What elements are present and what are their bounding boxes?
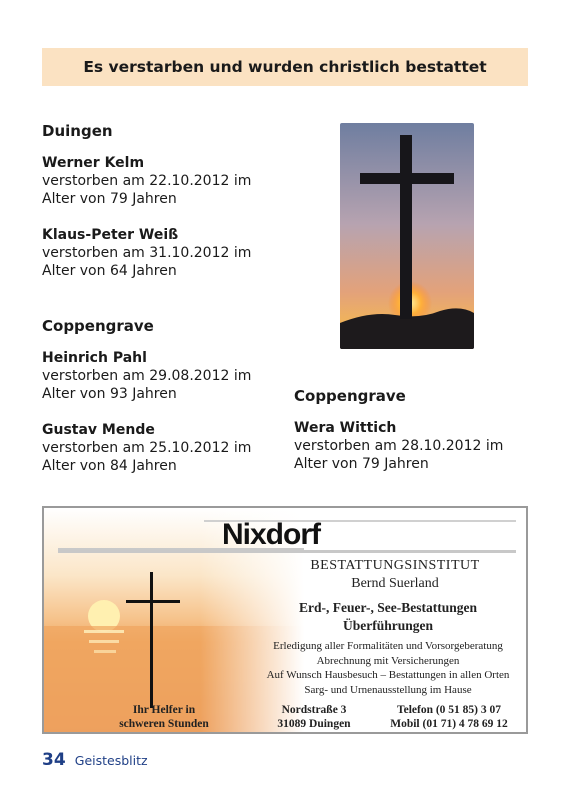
address (254, 703, 374, 731)
cross-sunset-image (340, 123, 474, 349)
place-heading: Coppengrave (42, 317, 154, 335)
info-block (240, 639, 528, 697)
page-footer (42, 750, 148, 770)
section-duingen (42, 122, 282, 298)
info-line: Auf Wunsch Hausbesuch – Bestattungen in allen Orten (266, 669, 510, 681)
phone-number: Telefon (0 51 85) 3 07 (396, 704, 502, 716)
owner-name: Bernd Suerland (351, 576, 439, 591)
mobile-number: Mobil (01 71) 4 78 69 12 (390, 718, 508, 730)
services-line: Überführungen (342, 618, 433, 633)
person-name: Werner Kelm (42, 155, 145, 171)
info-line: Erledigung aller Formalitäten und Vorsorgeberatung (273, 640, 503, 652)
person-name: Heinrich Pahl (42, 350, 147, 366)
place-heading: Coppengrave (294, 387, 406, 405)
services-line: Erd-, Feuer-, See-Bestattungen (299, 600, 477, 615)
magazine-name: Geistesblitz (74, 753, 148, 768)
info-line: Sarg- und Urnenausstellung im Hause (304, 683, 472, 696)
section-header (42, 48, 528, 86)
obituary-text: verstorben am 22.10.2012 im Alter von 79 Jahren (42, 173, 252, 207)
city: 31089 Duingen (277, 718, 351, 730)
slogan-line: schweren Stunden (119, 718, 209, 730)
obituary-entry (42, 421, 282, 475)
street: Nordstraße 3 (281, 704, 347, 716)
person-name: Gustav Mende (42, 422, 155, 438)
obituary-text: verstorben am 31.10.2012 im Alter von 64 Jahren (42, 245, 252, 279)
obituary-entry (294, 419, 534, 473)
obituary-entry (42, 226, 282, 280)
nixdorf-logo: Nixdorf (222, 518, 320, 551)
person-name: Klaus-Peter Weiß (42, 227, 179, 243)
section-title: Es verstarben und wurden christlich bestattet (83, 58, 487, 76)
obituary-entry (42, 154, 282, 208)
slogan (94, 703, 234, 731)
obituary-text: verstorben am 29.08.2012 im Alter von 93 Jahren (42, 368, 252, 402)
place-heading: Duingen (42, 122, 113, 140)
obituary-entry (42, 349, 282, 403)
funeral-home-advertisement (42, 506, 528, 734)
info-line: Abrechnung mit Versicherungen (316, 654, 460, 667)
obituary-text: verstorben am 28.10.2012 im Alter von 79 Jahren (294, 438, 504, 472)
page-number: 34 (42, 750, 66, 770)
section-coppengrave-right (294, 387, 534, 491)
contact (374, 703, 524, 731)
cross-sunset-photo (340, 123, 474, 349)
person-name: Wera Wittich (294, 420, 397, 436)
institute-name: BESTATTUNGSINSTITUT (310, 558, 480, 573)
section-coppengrave (42, 317, 282, 493)
obituary-text: verstorben am 25.10.2012 im Alter von 84 Jahren (42, 440, 252, 474)
slogan-line: Ihr Helfer in (132, 704, 196, 716)
